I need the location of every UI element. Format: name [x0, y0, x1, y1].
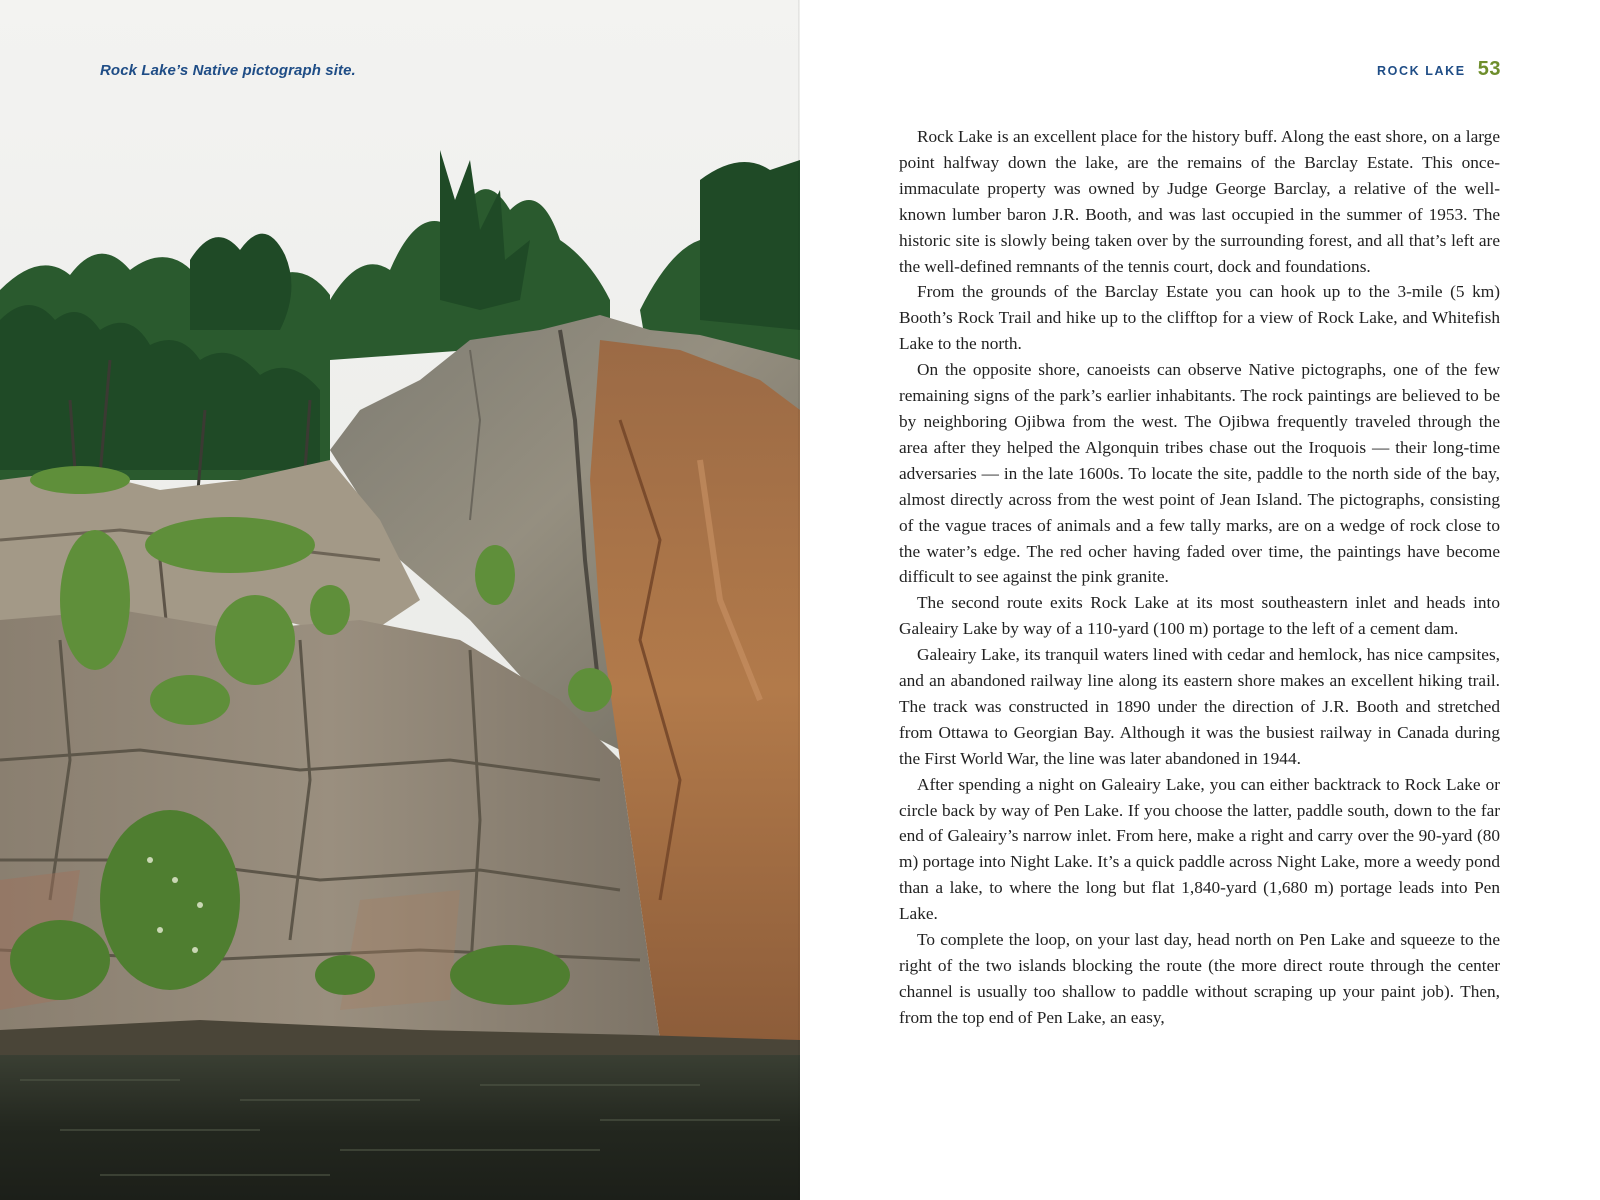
paragraph: To complete the loop, on your last day, head north on Pen Lake and squeeze to the right of the two islands blocking the route (the more direct route through the center channel is usually too shallow to paddle without scraping up your paint job). Then, from the top end of Pen Lake, an easy,	[899, 930, 1500, 1027]
running-head	[1377, 58, 1501, 81]
running-title: ROCK LAKE	[1377, 64, 1466, 78]
body-text	[899, 124, 1500, 1031]
photo-caption: Rock Lake’s Native pictograph site.	[100, 62, 356, 79]
lake-water	[0, 1055, 800, 1200]
paragraph: Rock Lake is an excellent place for the history buff. Along the east shore, on a large point halfway down the lake, are the remains of the Barclay Estate. This once-immaculate property was owned by Judge George Barclay, a relative of the well-known lumber baron J.R. Booth, and was last occupied in the summer of 1953. The historic site is slowly being taken over by the surrounding forest, and all that’s left are the well-defined remnants of the tennis court, dock and foundations.	[899, 127, 1500, 276]
page-number: 53	[1477, 58, 1501, 80]
paragraph: After spending a night on Galeairy Lake, you can either backtrack to Rock Lake or circle back by way of Pen Lake. If you choose the latter, paddle south, down to the far end of Galeairy’s narrow inlet. From here, make a right and carry over the 90-yard (80 m) portage into Night Lake. It’s a quick paddle across Night Lake, more a weedy pond than a lake, to where the long but flat 1,840-yard (1,680 m) portage leads into Pen Lake.	[899, 774, 1500, 924]
paragraph: Galeairy Lake, its tranquil waters lined with cedar and hemlock, has nice campsites, and an abandoned railway line along its eastern shore makes an excellent hiking trail. The track was constructed in 1890 under the direction of J.R. Booth and stretched from Ottawa to Georgian Bay. Although it was the busiest railway in Canada during the First World War, the line was later abandoned in 1944.	[899, 645, 1500, 768]
paragraph: From the grounds of the Barclay Estate you can hook up to the 3-mile (5 km) Booth’s Rock Trail and hike up to the clifftop for a view of Rock Lake, and Whitefish Lake to the north.	[899, 282, 1500, 354]
right-page	[800, 0, 1600, 1200]
paragraph: The second route exits Rock Lake at its most southeastern inlet and heads into Galeairy Lake by way of a 110-yard (100 m) portage to the left of a cement dam.	[899, 593, 1500, 639]
paragraph: On the opposite shore, canoeists can observe Native pictographs, one of the few remaining signs of the park’s earlier inhabitants. The rock paintings are believed to be by neighboring Ojibwa from the west. The Ojibwa frequently traveled through the area after they helped the Algonquin tribes chase out the Iroquois — their long-time adversaries — in the late 1600s. To locate the site, paddle to the north side of the bay, almost directly across from the west point of Jean Island. The pictographs, consisting of the vague traces of animals and a few tally marks, are on a wedge of rock close to the water’s edge. The red ocher having faded over time, the paintings have become difficult to see against the pink granite.	[899, 360, 1500, 587]
